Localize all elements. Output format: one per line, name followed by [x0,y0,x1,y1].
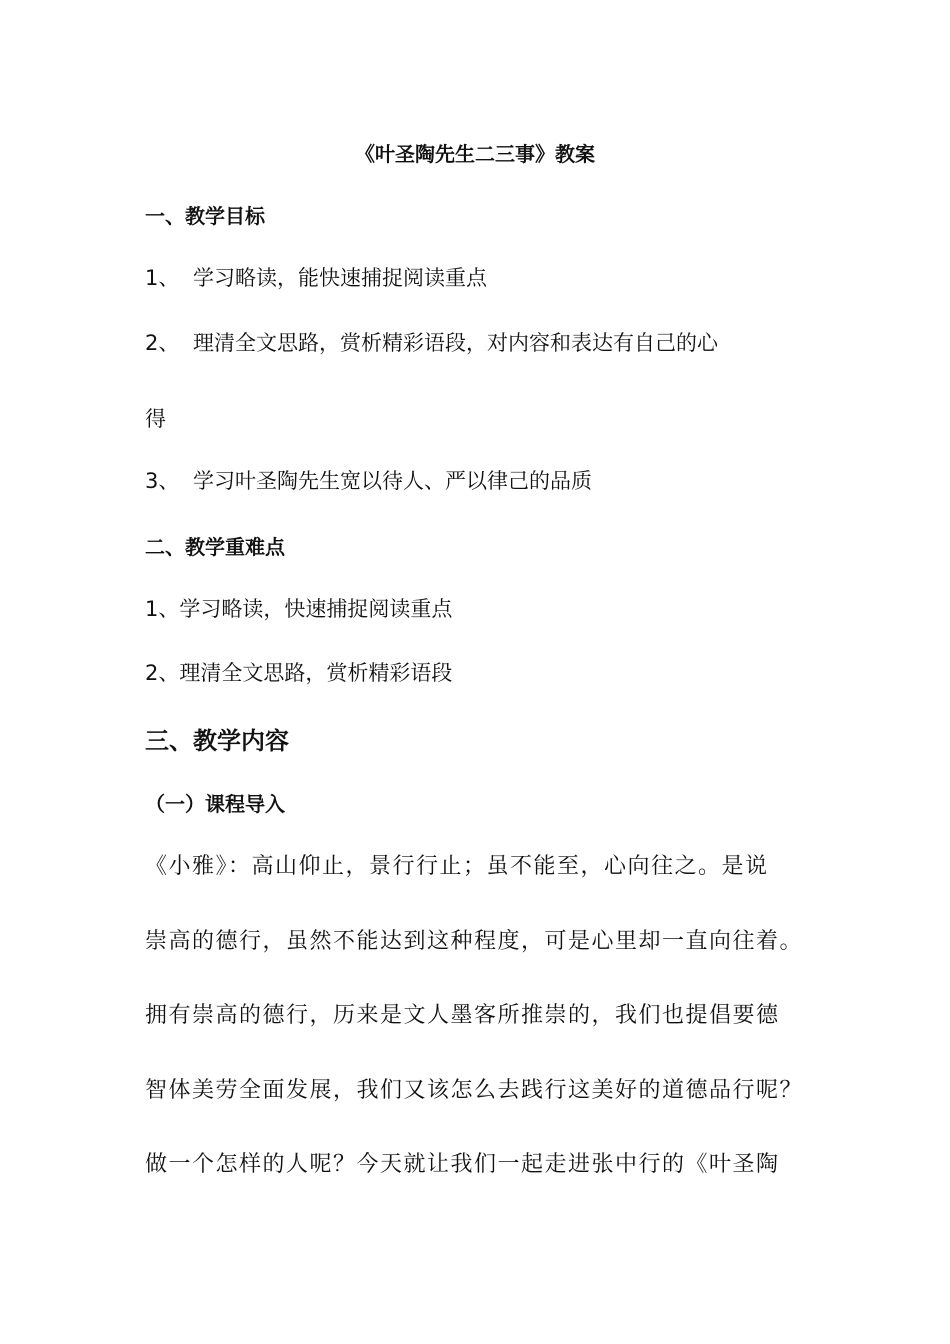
objective-item-2 [145,327,718,357]
objective-item-2-continuation: 得 [145,407,166,431]
paragraph-line-5: 做一个怎样的人呢？今天就让我们一起走进张中行的《叶圣陶 [145,1152,780,1177]
item-number: 2、 [145,661,180,685]
item-number: 1、 [145,597,180,621]
section-heading-objectives: 一、教学目标 [145,204,265,228]
section-heading-key-points: 二、教学重难点 [145,535,285,559]
item-text: 学习略读，快速捕捉阅读重点 [179,597,453,621]
paragraph-line-3: 拥有崇高的德行，历来是文人墨客所推崇的，我们也提倡要德 [145,1003,780,1028]
key-point-item-1 [145,593,452,623]
objective-item-1 [145,262,487,292]
item-number: 3、 [145,469,180,493]
item-text: 学习略读，能快速捕捉阅读重点 [193,266,487,290]
paragraph-line-2: 崇高的德行，虽然不能达到这种程度，可是心里却一直向往着。 [145,929,804,954]
item-number: 1、 [145,266,180,290]
paragraph-line-4: 智体美劳全面发展，我们又该怎么去践行这美好的道德品行呢？ [145,1078,804,1103]
section-heading-content: 三、教学内容 [145,727,289,755]
objective-item-3 [145,465,592,495]
item-text: 理清全文思路，赏析精彩语段，对内容和表达有自己的心 [193,331,718,355]
subsection-heading-intro: （一）课程导入 [145,792,285,816]
paragraph-line-1: 《小雅》：高山仰止，景行行止；虽不能至，心向往之。是说 [145,854,769,879]
item-number: 2、 [145,331,180,355]
item-text: 学习叶圣陶先生宽以待人、严以律己的品质 [193,469,592,493]
document-title: 《叶圣陶先生二三事》教案 [355,142,595,166]
item-text: 理清全文思路，赏析精彩语段 [179,661,453,685]
key-point-item-2 [145,657,452,687]
